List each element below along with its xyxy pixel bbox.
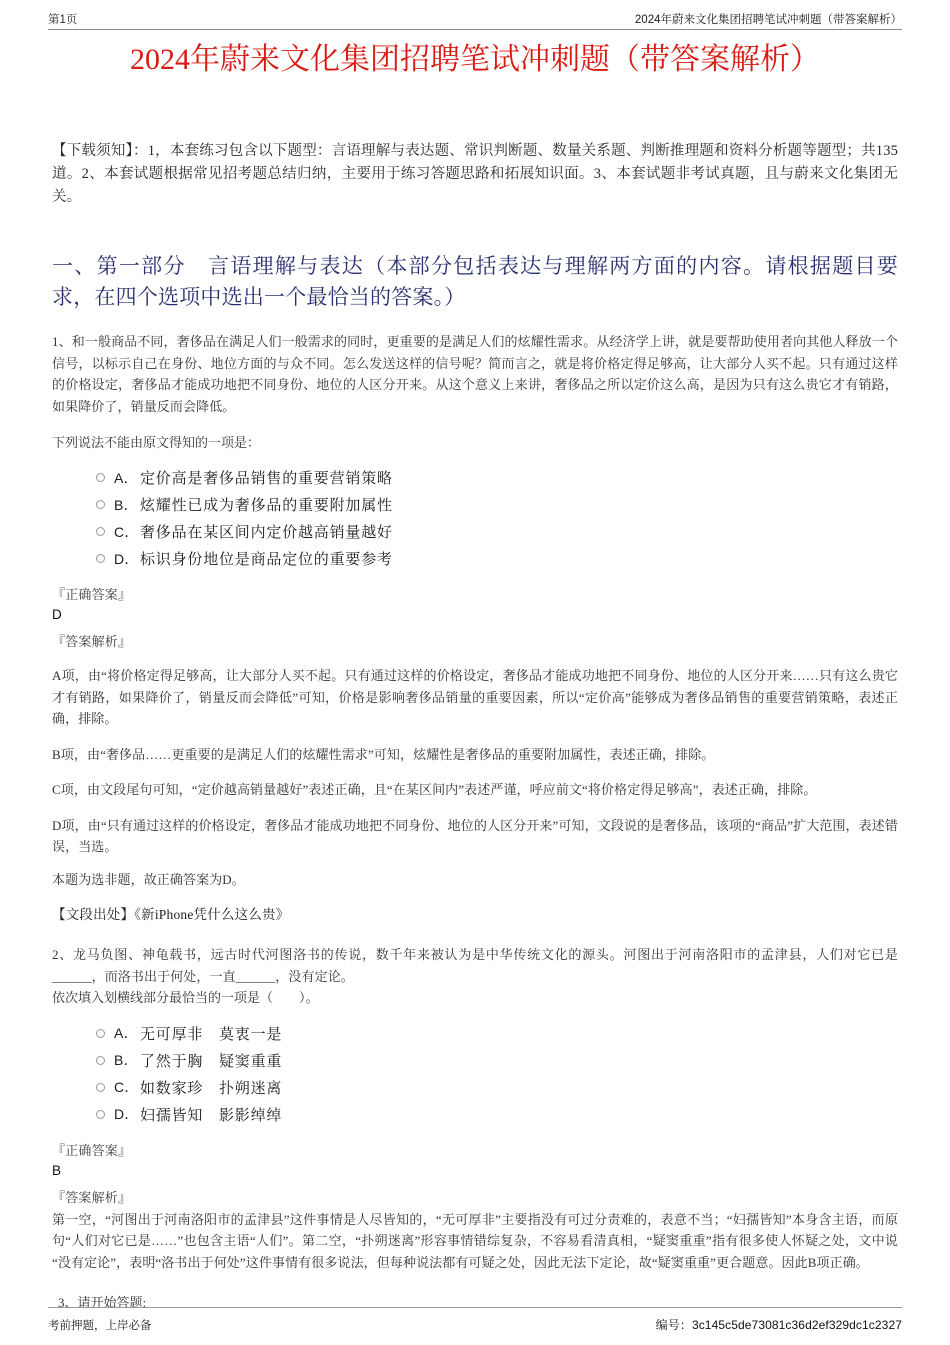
analysis-paragraph: A项，由“将价格定得足够高，让大部分人买不起。只有通过这样的价格设定，奢侈品才能成功地把不同身份、地位的人区分开来……只有这么贵它才有销路，如果降价了，销量反而会降低”可知，价格是影响奢侈品销量的重要因素，所以“定价高”能够成为奢侈品销售的重要营销策略，表述正确，排除。	[52, 668, 898, 726]
radio-button-icon[interactable]	[96, 1110, 105, 1119]
option-letter: D．	[114, 550, 139, 567]
option-row[interactable]	[96, 519, 898, 544]
option-row[interactable]	[96, 1048, 898, 1073]
option-letter: C．	[114, 1079, 139, 1095]
option-text: 无可厚非 莫衷一是	[140, 1026, 283, 1043]
passage-source: 【文段出处】《新iPhone凭什么这么贵》	[52, 907, 290, 922]
analysis-paragraph: C项，由文段尾句可知，“定价越高销量越好”表述正确，且“在某区间内”表述严谨，呼应前文“将价格定得足够高”，表述正确，排除。	[52, 782, 817, 797]
question-prompt: 下列说法不能由原文得知的一项是：	[52, 435, 261, 450]
analysis-paragraph: B项，由“奢侈品……更重要的是满足人们的炫耀性需求”可知，炫耀性是奢侈品的重要附加属性，表述正确，排除。	[52, 746, 715, 762]
question-passage: 2、龙马负图、神龟载书，远古时代河图洛书的传说，数千年来被认为是中华传统文化的源头。河图出于河南洛阳市的孟津县，人们对它已是______，而洛书出于何处，一直______，没有定论。	[52, 947, 898, 984]
correct-answer-value: D	[52, 607, 62, 622]
radio-button-icon[interactable]	[96, 1056, 105, 1065]
option-row[interactable]	[96, 1102, 898, 1127]
analysis-conclusion: 本题为选非题，故正确答案为D。	[52, 871, 245, 887]
option-row[interactable]	[96, 546, 898, 571]
footer-slogan: 考前押题，上岸必备	[48, 1320, 152, 1332]
option-text: 如数家珍 扑朔迷离	[140, 1080, 283, 1097]
question-passage: 1、和一般商品不同，奢侈品在满足人们一般需求的同时，更重要的是满足人们的炫耀性需求。从经济学上讲，就是要帮助使用者向其他人释放一个信号，以标示自己在身份、地位方面的与众不同。怎么发送这样的信号呢？简而言之，就是将价格定得足够高，让大部分人买不起。只有通过这样的价格设定，奢侈品才能成功地把不同身份、地位的人区分开来。从这个意义上来讲，奢侈品之所以定价这么高，是因为只有这么贵它才有销路，如果降价了，销量反而会降低。	[52, 334, 898, 414]
document-header	[48, 8, 902, 30]
question-block-1	[52, 331, 898, 925]
correct-answer-label: 『正确答案』	[52, 587, 132, 602]
analysis-paragraph: 第一空，“河图出于河南洛阳市的孟津县”这件事情是人尽皆知的，“无可厚非”主要指没有可过分责难的，表意不当；“妇孺皆知”本身含主语，而原句“人们对它已是……”也包含主语“人们”。第二空，“扑朔迷离”形容事情错综复杂，不容易看清真相，“疑窦重重”指有很多使人怀疑之处，文中说“没有定论”，表明“洛书出于何处”这件事情有很多说法，但每种说法都有可疑之处，因此无法下定论，故“疑窦重重”更合题意。因此B项正确。	[52, 1211, 898, 1270]
option-letter: A．	[114, 1025, 138, 1041]
radio-button-icon[interactable]	[96, 1083, 105, 1092]
radio-button-icon[interactable]	[96, 473, 105, 482]
footer-code-value: 3c145c5de73081c36d2ef329dc1c2327	[691, 1318, 902, 1332]
question-prompt: 依次填入划横线部分最恰当的一项是（ ）。	[52, 990, 319, 1005]
running-title: 2024年蔚来文化集团招聘笔试冲刺题（带答案解析）	[634, 14, 902, 26]
page-number-label: 第1页	[48, 14, 78, 26]
option-text: 奢侈品在某区间内定价越高销量越好	[140, 525, 393, 541]
correct-answer-value: B	[52, 1162, 62, 1178]
analysis-label: 『答案解析』	[52, 1189, 132, 1205]
option-list	[52, 465, 898, 571]
option-letter: C．	[114, 523, 139, 540]
download-notice: 【下载须知】：1，本套练习包含以下题型：言语理解与表达题、常识判断题、数量关系题、判断推理题和资料分析题等题型；共135道。2、本套试题根据常见招考题总结归纳，主要用于练习答题思路和拓展知识面。3、本套试题非考试真题，且与蔚来文化集团无关。	[52, 143, 898, 205]
option-text: 定价高是奢侈品销售的重要营销策略	[140, 471, 393, 487]
option-letter: A．	[114, 469, 138, 486]
option-row[interactable]	[96, 1075, 898, 1100]
option-row[interactable]	[96, 492, 898, 517]
option-row[interactable]	[96, 1021, 898, 1046]
question-block-2	[52, 944, 898, 1273]
correct-answer-label: 『正确答案』	[52, 1142, 132, 1158]
option-letter: D．	[114, 1106, 139, 1122]
footer-code-label: 编号：	[655, 1318, 692, 1332]
option-text: 了然于胸 疑窦重重	[140, 1053, 283, 1070]
document-body	[52, 140, 898, 1313]
option-letter: B．	[114, 496, 138, 513]
page-title: 2024年蔚来文化集团招聘笔试冲刺题（带答案解析）	[130, 43, 820, 76]
option-row[interactable]	[96, 465, 898, 490]
radio-button-icon[interactable]	[96, 554, 105, 563]
document-footer	[48, 1307, 902, 1333]
option-text: 标识身份地位是商品定位的重要参考	[140, 552, 393, 568]
analysis-paragraph: D项，由“只有通过这样的价格设定，奢侈品才能成功地把不同身份、地位的人区分开来”可知，文段说的是奢侈品，该项的“商品”扩大范围，表述错误，当选。	[52, 817, 898, 854]
option-list	[52, 1021, 898, 1127]
option-letter: B．	[114, 1052, 138, 1068]
footer-code	[656, 1316, 902, 1333]
radio-button-icon[interactable]	[96, 527, 105, 536]
section-heading: 一、第一部分 言语理解与表达（本部分包括表达与理解两方面的内容。请根据题目要求，在四个选项中选出一个最恰当的答案。）	[52, 254, 898, 309]
option-text: 妇孺皆知 影影绰绰	[140, 1107, 283, 1124]
question-block-3: 3、请开始答题:	[58, 1295, 147, 1310]
radio-button-icon[interactable]	[96, 1029, 105, 1038]
radio-button-icon[interactable]	[96, 500, 105, 509]
option-text: 炫耀性已成为奢侈品的重要附加属性	[140, 498, 393, 514]
analysis-label: 『答案解析』	[52, 634, 132, 649]
